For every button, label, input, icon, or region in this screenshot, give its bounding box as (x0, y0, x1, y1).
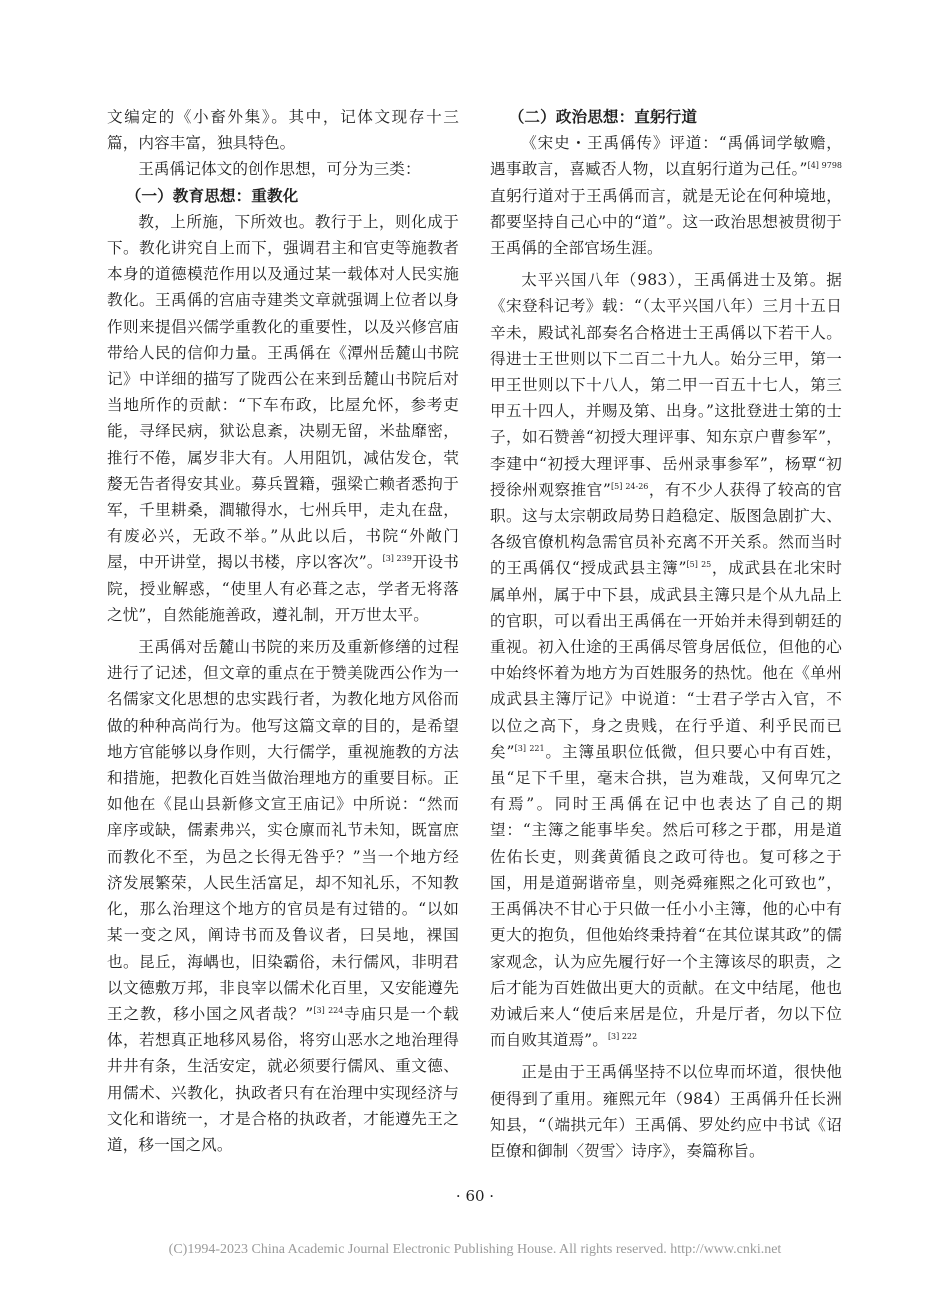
page-number: · 60 · (455, 1187, 495, 1205)
paragraph-text: 寺庙只是一个载体，若想真正地移风易俗，将穷山恶水之地治理得井井有条，生活安定，就必须要行儒风、重文德、用儒术、兴教化，执政者只有在治理中实现经济与文化和谐统一，才是合格的执政者，才能遵先王之道，移一国之风。 (107, 1004, 460, 1154)
paragraph-text: 太平兴国八年（983），王禹偁进士及第。据《宋登科记考》载：“（太平兴国八年）三月十五日辛未，殿试礼部奏名合格进士王禹偁以下若干人。得进士王世则以下二百二十九人。始分三甲，第一甲王世则以下十八人，第二甲一百五十七人，第三甲五十四人，并赐及第、出身。”这批登进士第的士子，如石赞善“初授大理评事、知东京户曹参军”，李建中“初授大理评事、岳州录事参军”，杨覃“初授徐州观察推官” (490, 271, 842, 499)
citation-mark: [5] 24-26 (611, 481, 649, 491)
paragraph: 文编定的《小畜外集》。其中，记体文现存十三篇，内容丰富，独具特色。 (107, 108, 459, 153)
paragraph-text: 《宋史・王禹偁传》评道：“禹偁词学敏赡，遇事敢言，喜臧否人物，以直躬行道为己任。” (490, 134, 842, 179)
paragraph (490, 267, 842, 1053)
paragraph-text: 王禹偁对岳麓山书院的来历及重新修缮的过程进行了记述，但文章的重点在于赞美陇西公作为一名儒家文化思想的忠实践行者，为教化地方风俗而做的种种高尚行为。他写这篇文章的目的，是希望地方官能够以身作则，大行儒学，重视施教的方法和措施，把教化百姓当做治理地方的重要目标。正如他在《昆山县新修文宣王庙记》中所说：“然而庠序或缺，儒素弗兴，实仓廪而礼节未知，既富庶而教化不至，为邑之长得无咎乎？”当一个地方经济发展繁荣，人民生活富足，却不知礼乐，不知教化，那么治理这个地方的官员是有过错的。“以如某一变之风，阐诗书而及鲁议者，曰吴地，裸国也。昆丘，海嵎也，旧染霸俗，未行儒风，非明君以文德敷万邦，非良宰以儒术化百里，又安能遵先王之教，移小国之风者哉？” (107, 638, 459, 1023)
paragraph-text: 直躬行道对于王禹偁而言，就是无论在何种境地，都要坚持自己心中的“道”。这一政治思想被贯彻于王禹偁的全部官场生涯。 (490, 186, 842, 258)
citation-mark: [3] 224 (313, 1005, 344, 1015)
section-heading-politics: （二）政治思想：直躬行道 (508, 108, 698, 126)
paragraph-text: 。主簿虽职位低微，但只要心中有百姓，虽“足下千里，毫末合拱，岂为难哉，又何卑冗之有焉”。同时王禹偁在记中也表达了自己的期望：“主簿之能事毕矣。然后可移之于郡，用是道佐佑长吏，则龚黄循良之政可待也。复可移之于国，用是道弼谐帝皇，则尧舜雍熙之化可致也”，王禹偁决不甘心于只做一任小小主簿，他的心中有更大的抱负，但他始终秉持着“在其位谋其政”的儒家观念，认为应先履行好一个主簿该尽的职责，之后才能为百姓做出更大的贡献。在文中结尾，他也劝诫后来人“使后来居是位，升是厅者，勿以下位而自败其道焉”。 (490, 742, 842, 1050)
citation-mark: [3] 221 (514, 743, 545, 753)
paragraph (490, 130, 842, 261)
paragraph: 正是由于王禹偁坚持不以位卑而坏道，很快他便得到了重用。雍熙元年（984）王禹偁升任长洲知县，“（端拱元年）王禹偁、罗处约应中书试《诏臣僚和御制〈贺雪〉诗序》，奏篇称旨。 (490, 1063, 842, 1160)
paragraph-text: ，有不少人获得了较高的官职。这与太宗朝政局势日趋稳定、版图急剧扩大、各级官僚机构急需官员补充离不开关系。然而当时的王禹偁仅“授成武县主簿” (490, 480, 843, 578)
left-column (107, 104, 459, 1158)
copyright-notice: (C)1994-2023 China Academic Journal Electronic Publishing House. All rights reserved. http://www.cnki.net (168, 1242, 782, 1257)
citation-mark: [4] 9798 (807, 161, 842, 171)
paragraph-text: 教，上所施，下所效也。教行于上，则化成于下。教化讲究自上而下，强调君主和官吏等施教者本身的道德模范作用以及通过某一载体对人民实施教化。王禹偁的宫庙寺建类文章就强调上位者以身作则来提倡兴儒学重教化的重要性，以及兴修宫庙带给人民的信仰力量。王禹偁在《潭州岳麓山书院记》中详细的描写了陇西公在来到岳麓山书院后对当地所作的贡献：“下车布政，比屋允怀，参考吏能，寻绎民病，狱讼息紊，决剔无留，米盐靡密，推行不倦，属岁非大有。人用阻饥，减估发仓，茕嫠无告者得安其业。募兵置籍，强梁亡赖者悉拘于军，千里耕桑，澗辙得水，七州兵甲，走丸在盘，有废必兴，无政不举。”从此以后，书院“外敞门屋，中开讲堂，揭以书楼，序以客次”。 (107, 212, 459, 572)
paragraph: 王禹偁记体文的创作思想，可分为三类： (138, 160, 421, 179)
paragraph (107, 209, 459, 628)
paragraph-text: 开设书院，授业解惑，“使里人有必葺之志，学者无将落之忧”，自然能施善政，遵礼制，开万世太平。 (107, 553, 459, 624)
section-heading-education: （一）教育思想：重教化 (125, 186, 299, 205)
citation-mark: [3] 222 (607, 1031, 638, 1041)
paragraph-text: ，成武县在北宋时属单州，属于中下县，成武县主簿只是个从九品上的官职，可以看出王禹偁在一开始并未得到朝廷的重视。初入仕途的王禹偁尽管身居低位，但他的心中始终怀着为地方为百姓服务的热忱。他在《单州成武县主簿厅记》中说道：“士君子学古入官，不以位之高下，身之贵贱，在行乎道、利乎民而已矣” (490, 559, 842, 761)
right-column (490, 104, 842, 1164)
citation-mark: [5] 25 (686, 560, 712, 570)
paragraph (107, 634, 459, 1158)
citation-mark: [3] 239 (382, 554, 412, 564)
